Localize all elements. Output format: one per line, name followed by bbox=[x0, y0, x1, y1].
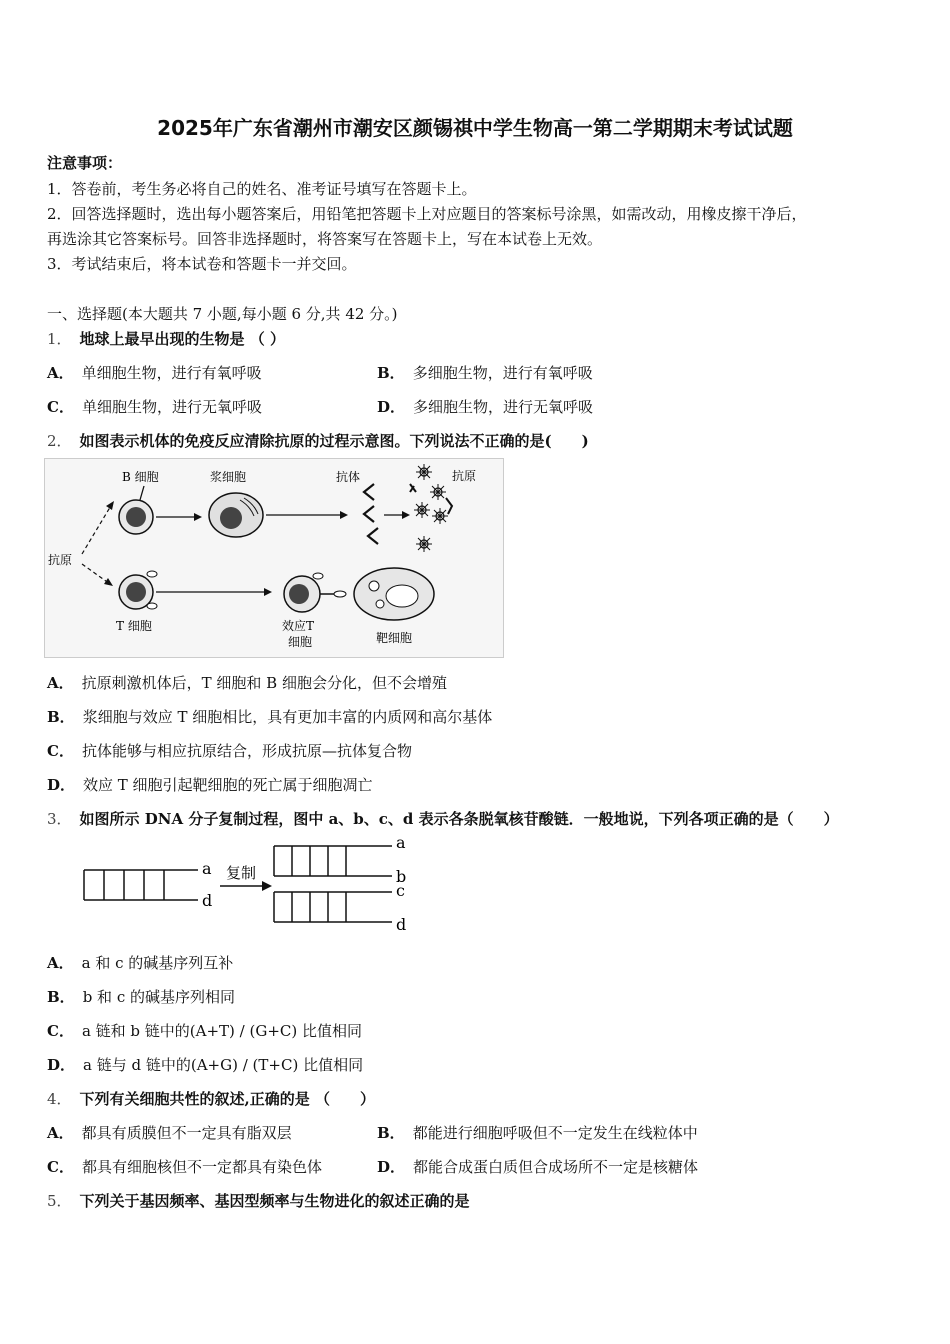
t-cell-label: T 细胞 bbox=[116, 619, 152, 633]
q3-option-a[interactable]: A． a 和 c 的碱基序列互补 bbox=[47, 954, 234, 972]
strand-label: a bbox=[202, 859, 212, 878]
effector-t-label: 效应T bbox=[282, 619, 315, 633]
q3-option-d[interactable]: D． a 链与 d 链中的(A+G) / (T+C) 比值相同 bbox=[47, 1056, 364, 1074]
q2-option-b[interactable]: B． 浆细胞与效应 T 细胞相比，具有更加丰富的内质网和高尔基体 bbox=[47, 708, 493, 726]
q4-option-a[interactable]: A． 都具有质膜但不一定具有脂双层 bbox=[47, 1124, 292, 1142]
strand-label: c bbox=[396, 881, 405, 900]
q3-option-c[interactable]: C． a 链和 b 链中的(A+T) / (G+C) 比值相同 bbox=[47, 1022, 363, 1040]
q1-option-b[interactable]: B． 多细胞生物，进行有氧呼吸 bbox=[377, 364, 593, 382]
b-cell-label: B 细胞 bbox=[122, 470, 159, 484]
question-text: 下列关于基因频率、基因型频率与生物进化的叙述正确的是 bbox=[79, 1192, 470, 1210]
q4-option-d[interactable]: D． 都能合成蛋白质但合成场所不一定是核糖体 bbox=[377, 1158, 699, 1176]
question-text: 如图表示机体的免疫反应清除抗原的过程示意图。下列说法不正确的是( ) bbox=[79, 432, 589, 450]
antigen-label-left: 抗原 bbox=[48, 553, 73, 567]
q2-option-c[interactable]: C． 抗体能够与相应抗原结合，形成抗原—抗体复合物 bbox=[47, 742, 412, 760]
target-cell-label: 靶细胞 bbox=[376, 631, 413, 645]
question-text: 下列有关细胞共性的叙述,正确的是 （ ） bbox=[79, 1090, 375, 1108]
question-number: 1． bbox=[47, 330, 72, 348]
question-number: 3． bbox=[47, 810, 72, 828]
question-text: 如图所示 DNA 分子复制过程，图中 a、b、c、d 表示各条脱氧核苷酸链．一般地说，下列各项正确的是（ ） bbox=[79, 810, 839, 828]
question-1 bbox=[47, 328, 285, 349]
question-2 bbox=[47, 430, 589, 451]
section-heading: 一、选择题(本大题共 7 小题,每小题 6 分,共 42 分。) bbox=[47, 305, 398, 323]
q4-option-c[interactable]: C． 都具有细胞核但不一定都具有染色体 bbox=[47, 1158, 322, 1176]
question-text: 地球上最早出现的生物是 （ ） bbox=[79, 330, 285, 348]
strand-label: d bbox=[202, 891, 213, 910]
strand-label: d bbox=[396, 915, 407, 934]
notice-item: 1．答卷前，考生务必将自己的姓名、准考证号填写在答题卡上。 bbox=[47, 180, 477, 198]
notice-item: 再选涂其它答案标号。回答非选择题时，将答案写在答题卡上，写在本试卷上无效。 bbox=[47, 230, 603, 248]
q3-option-b[interactable]: B． b 和 c 的碱基序列相同 bbox=[47, 988, 235, 1006]
notice-header: 注意事项： bbox=[47, 154, 123, 172]
q1-option-c[interactable]: C． 单细胞生物，进行无氧呼吸 bbox=[47, 398, 262, 416]
question-5 bbox=[47, 1190, 470, 1211]
antibody-label: 抗体 bbox=[336, 470, 361, 484]
q1-option-a[interactable]: A． 单细胞生物，进行有氧呼吸 bbox=[47, 364, 262, 382]
q1-option-d[interactable]: D． 多细胞生物，进行无氧呼吸 bbox=[377, 398, 594, 416]
question-4 bbox=[47, 1088, 375, 1109]
antigen-label-top: 抗原 bbox=[452, 469, 477, 483]
immune-response-figure bbox=[44, 458, 504, 658]
dna-replication-figure bbox=[78, 834, 418, 934]
q2-option-a[interactable]: A． 抗原刺激机体后，T 细胞和 B 细胞会分化，但不会增殖 bbox=[47, 674, 447, 692]
question-number: 5． bbox=[47, 1192, 72, 1210]
q4-option-b[interactable]: B． 都能进行细胞呼吸但不一定发生在线粒体中 bbox=[377, 1124, 698, 1142]
question-number: 4． bbox=[47, 1090, 72, 1108]
question-number: 2． bbox=[47, 432, 72, 450]
strand-label: a bbox=[396, 834, 406, 852]
replication-label: 复制 bbox=[226, 864, 257, 882]
exam-title: 2025年广东省潮州市潮安区颜锡祺中学生物高一第二学期期末考试试题 bbox=[157, 116, 793, 140]
effector-t-label: 细胞 bbox=[288, 635, 313, 649]
notice-item: 3．考试结束后，将本试卷和答题卡一并交回。 bbox=[47, 255, 357, 273]
b-cell-nucleus bbox=[126, 507, 146, 527]
plasma-cell-label: 浆细胞 bbox=[210, 470, 247, 484]
notice-item: 2．回答选择题时，选出每小题答案后，用铅笔把答题卡上对应题目的答案标号涂黑，如需改动，用橡皮擦干净后， bbox=[47, 205, 807, 223]
question-3 bbox=[47, 808, 839, 829]
q2-option-d[interactable]: D． 效应 T 细胞引起靶细胞的死亡属于细胞凋亡 bbox=[47, 776, 373, 794]
strand-label: b bbox=[396, 867, 407, 886]
